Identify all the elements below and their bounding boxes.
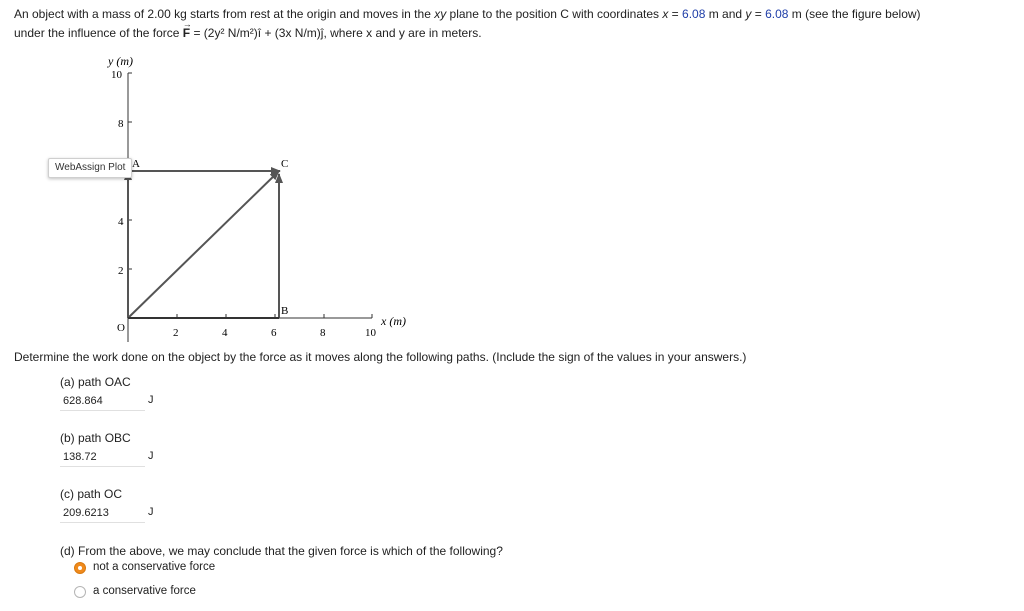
y-tick-label: 4 (118, 216, 124, 228)
radio-not-conservative[interactable] (74, 562, 86, 574)
problem-line-2: under the influence of the force → F = (2y² N/m²)î + (3x N/m)ĵ, where x and y are in meters. (14, 24, 1014, 43)
force-expression: = (2y² N/m²)î + (3x N/m)ĵ, (190, 26, 327, 40)
point-c-label: C (281, 158, 289, 170)
part-a-unit: J (148, 394, 154, 406)
point-b-label: B (281, 305, 289, 317)
question-prompt: Determine the work done on the object by the force as it moves along the following paths. (Include the sign of the values in your answers.) (14, 350, 747, 364)
x-tick-label: 6 (271, 327, 277, 339)
path-oc-arrow (128, 171, 279, 318)
problem-line-1: An object with a mass of 2.00 kg starts from rest at the origin and moves in the xy plane to the position C with coordinates x = 6.08 m and y = 6.08 m (see the figure below) (14, 7, 921, 21)
option-conservative-label[interactable]: a conservative force (93, 585, 196, 597)
part-a-answer-input[interactable] (60, 392, 145, 411)
option-not-conservative-label[interactable]: not a conservative force (93, 561, 216, 573)
radio-conservative[interactable] (74, 586, 86, 598)
x-axis-label: x (m) (381, 314, 406, 328)
force-vector-symbol: → F (183, 24, 190, 43)
x-coordinate-value: 6.08 (682, 7, 706, 21)
y-tick-label: 8 (118, 118, 124, 130)
point-a-label: A (132, 158, 140, 170)
x-tick-label: 8 (320, 327, 326, 339)
y-coordinate-value: 6.08 (765, 7, 789, 21)
part-b-answer-input[interactable] (60, 448, 145, 467)
x-tick-label: 2 (173, 327, 179, 339)
webassign-plot-tag[interactable]: WebAssign Plot (48, 158, 132, 178)
part-b-label: (b) path OBC (60, 431, 131, 445)
part-c-label: (c) path OC (60, 487, 123, 501)
y-axis-label: y (m) (108, 54, 133, 68)
part-c-unit: J (148, 506, 154, 518)
y-tick-label: 2 (118, 265, 124, 277)
part-c-answer-input[interactable] (60, 504, 145, 523)
y-tick-label: 10 (111, 69, 122, 81)
part-d-question: (d) From the above, we may conclude that the given force is which of the following? (60, 544, 503, 558)
x-tick-label: 10 (365, 327, 376, 339)
origin-label: O (117, 322, 125, 334)
part-b-unit: J (148, 450, 154, 462)
part-a-label: (a) path OAC (60, 375, 131, 389)
x-tick-label: 4 (222, 327, 228, 339)
